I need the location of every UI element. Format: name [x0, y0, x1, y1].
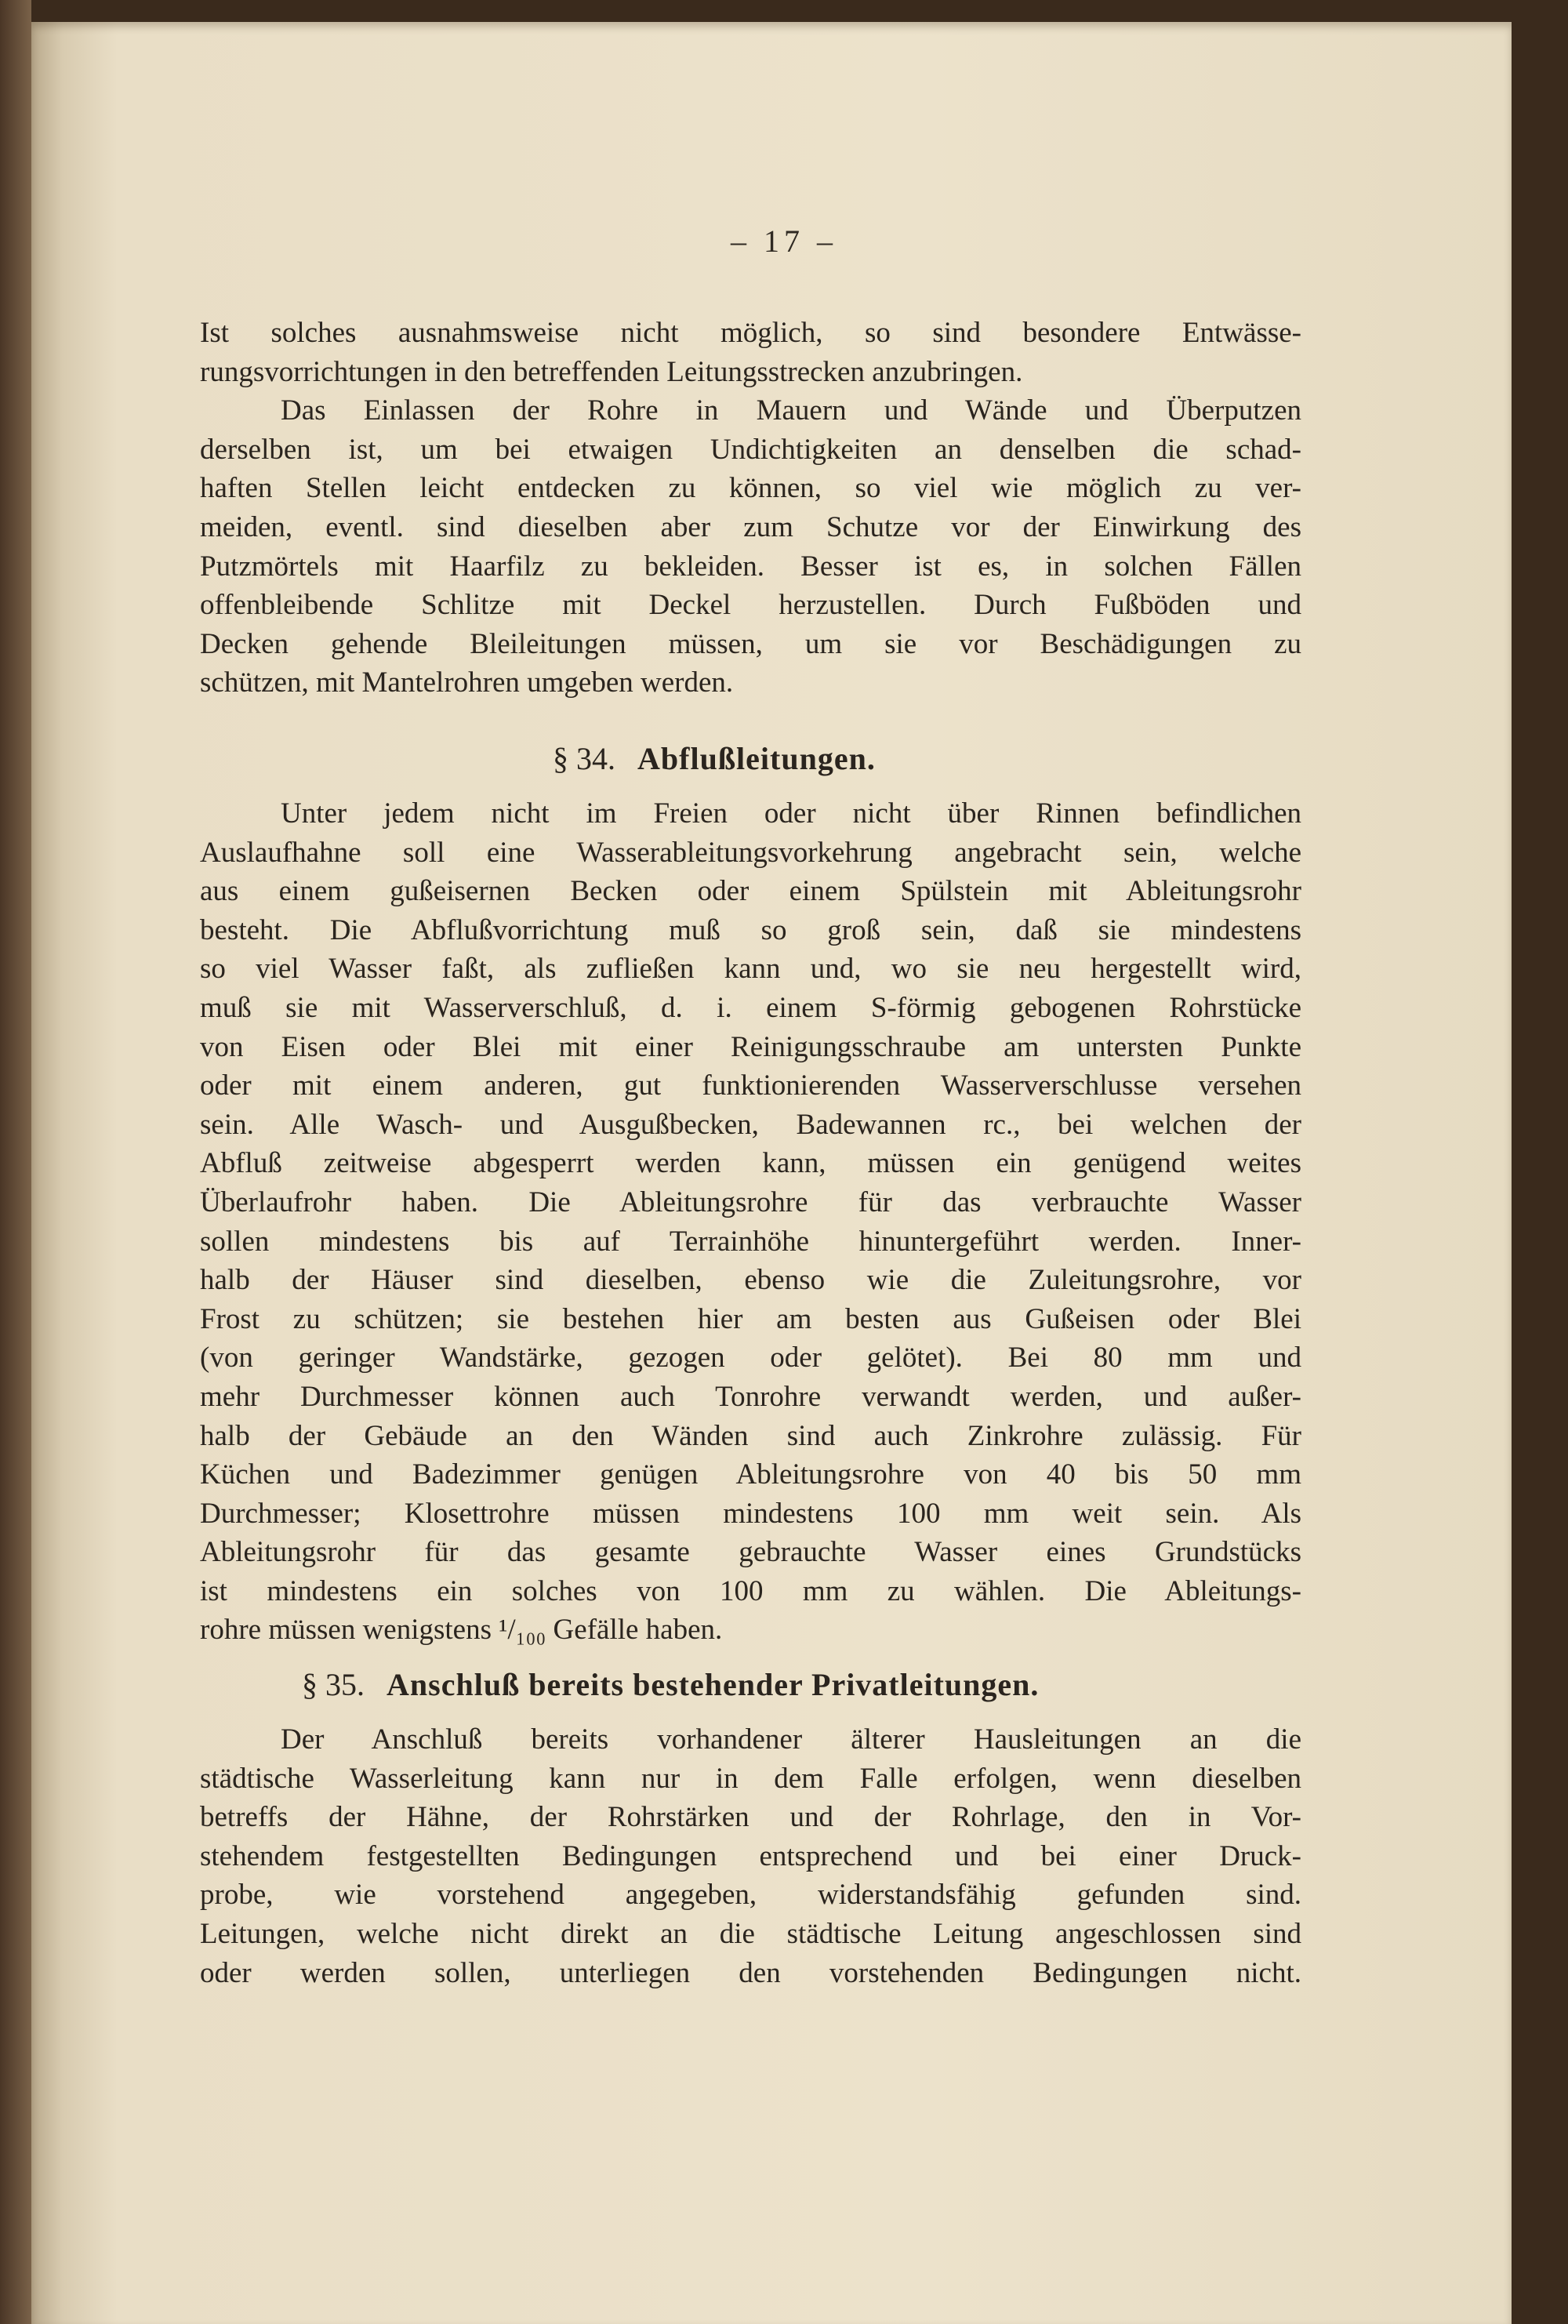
text-line: stehendem festgestellten Bedingungen entsprechend und bei einer Druck- — [200, 1839, 1301, 1872]
text-line: Küchen und Badezimmer genügen Ableitungsrohre von 40 bis 50 mm — [200, 1458, 1301, 1491]
text-line: haften Stellen leicht entdecken zu können, so viel wie möglich zu ver- — [200, 472, 1301, 505]
text-line: halb der Gebäude an den Wänden sind auch Zinkrohre zulässig. Für — [200, 1419, 1301, 1452]
section-35-body — [200, 1720, 1301, 1992]
text-line: Ist solches ausnahmsweise nicht möglich, so sind besondere Entwässe- — [200, 317, 1301, 349]
section-35-heading — [302, 1665, 1039, 1705]
text-line: so viel Wasser faßt, als zufließen kann und, wo sie neu hergestellt wird, — [200, 953, 1301, 986]
text-line: rohre müssen wenigstens ¹/₁₀₀ Gefälle haben. — [200, 1614, 723, 1647]
text-line: Überlaufrohr haben. Die Ableitungsrohre für das verbrauchte Wasser — [200, 1186, 1301, 1218]
text-line: oder mit einem anderen, gut funktionierenden Wasserverschlusse versehen — [200, 1069, 1301, 1102]
text-line: probe, wie vorstehend angegeben, widerstandsfähig gefunden sind. — [200, 1879, 1301, 1912]
text-line: besteht. Die Abflußvorrichtung muß so groß sein, daß sie mindestens — [200, 913, 1301, 946]
text-line: (von geringer Wandstärke, gezogen oder gelötet). Bei 80 mm und — [200, 1342, 1301, 1374]
text-line: oder werden sollen, unterliegen den vorstehenden Bedingungen nicht. — [200, 1956, 1301, 1989]
text-line: Unter jedem nicht im Freien oder nicht über Rinnen befindlichen — [281, 797, 1301, 830]
text-line: meiden, eventl. sind dieselben aber zum Schutze vor der Einwirkung des — [200, 510, 1301, 543]
text-line: von Eisen oder Blei mit einer Reinigungsschraube am untersten Punkte — [200, 1030, 1301, 1063]
section-number: § 34. — [553, 741, 615, 776]
text-line: Der Anschluß bereits vorhandener älterer Hausleitungen an die — [281, 1723, 1301, 1756]
text-line: Abfluß zeitweise abgesperrt werden kann, müssen ein genügend weites — [200, 1147, 1301, 1180]
text-line: Auslaufhahne soll eine Wasserableitungsvorkehrung angebracht sein, welche — [200, 836, 1301, 869]
text-line: halb der Häuser sind dieselben, ebenso wie die Zuleitungsrohre, vor — [200, 1264, 1301, 1297]
text-line: schützen, mit Mantelrohren umgeben werden. — [200, 666, 734, 699]
text-line: Das Einlassen der Rohre in Mauern und Wände und Überputzen — [281, 394, 1301, 427]
page-number: – 17 – — [731, 223, 837, 259]
text-line: mehr Durchmesser können auch Tonrohre verwandt werden, und außer- — [200, 1380, 1301, 1413]
text-line: betreffs der Hähne, der Rohrstärken und der Rohrlage, den in Vor- — [200, 1801, 1301, 1834]
text-line: Leitungen, welche nicht direkt an die städtische Leitung angeschlossen sind — [200, 1917, 1301, 1950]
previous-page-edge — [0, 0, 31, 2324]
section-34-heading — [553, 739, 876, 779]
text-line: derselben ist, um bei etwaigen Undichtigkeiten an denselben die schad- — [200, 433, 1301, 466]
text-line: Decken gehende Bleileitungen müssen, um sie vor Beschädigungen zu — [200, 627, 1301, 660]
text-line: ist mindestens ein solches von 100 mm zu wählen. Die Ableitungs- — [200, 1574, 1301, 1607]
section-title: Abflußleitungen. — [637, 741, 876, 776]
section-intro — [200, 314, 1301, 703]
text-line: rungsvorrichtungen in den betreffenden Leitungsstrecken anzubringen. — [200, 355, 1023, 388]
text-line: Durchmesser; Klosettrohre müssen mindestens 100 mm weit sein. Als — [200, 1497, 1301, 1530]
text-line: Putzmörtels mit Haarfilz zu bekleiden. Besser ist es, in solchen Fällen — [200, 550, 1301, 583]
section-title: Anschluß bereits bestehender Privatleitungen. — [387, 1667, 1040, 1702]
text-line: städtische Wasserleitung kann nur in dem Falle erfolgen, wenn dieselben — [200, 1762, 1301, 1795]
section-34-body — [200, 794, 1301, 1650]
section-number: § 35. — [302, 1667, 365, 1702]
text-line: offenbleibende Schlitze mit Deckel herzustellen. Durch Fußböden und — [200, 589, 1301, 622]
text-line: muß sie mit Wasserverschluß, d. i. einem S-förmig gebogenen Rohrstücke — [200, 991, 1301, 1024]
text-line: Frost zu schützen; sie bestehen hier am besten aus Gußeisen oder Blei — [200, 1302, 1301, 1335]
text-line: Ableitungsrohr für das gesamte gebrauchte Wasser eines Grundstücks — [200, 1536, 1301, 1569]
text-line: sein. Alle Wasch- und Ausgußbecken, Badewannen rc., bei welchen der — [200, 1108, 1301, 1141]
text-line: sollen mindestens bis auf Terrainhöhe hinuntergeführt werden. Inner- — [200, 1225, 1301, 1258]
text-line: aus einem gußeisernen Becken oder einem Spülstein mit Ableitungsrohr — [200, 875, 1301, 908]
